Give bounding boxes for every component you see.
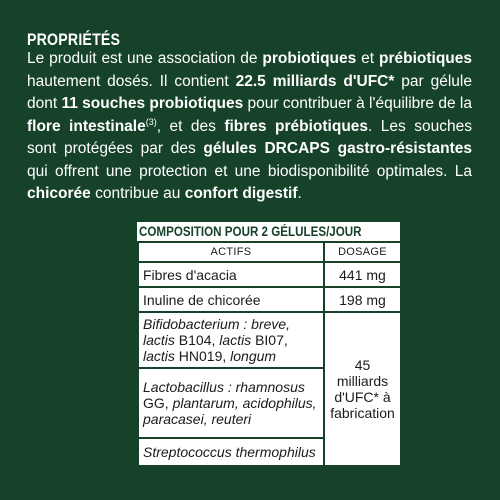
strain-cell-lactobacillus (138, 368, 324, 438)
paragraph-segment: fibres prébiotiques (224, 117, 369, 135)
paragraph-segment: probiotiques (262, 50, 357, 67)
table-row (138, 287, 401, 312)
paragraph-segment: gélules DRCAPS gastro-résistantes (203, 140, 473, 157)
dosage-cell: 198 mg (324, 287, 401, 312)
paragraph-segment: hautement dosés. Il contient (27, 72, 236, 90)
merged-dosage-cell (324, 312, 401, 466)
header-dosage: DOSAGE (324, 242, 401, 262)
paragraph-segment: Le produit est une association de (27, 50, 263, 67)
strain-segment: BI07, (251, 332, 288, 348)
paragraph-segment: 11 souches probiotiques (61, 95, 244, 112)
paragraph-segment: qui offrent une protection et une biodisponibilité optimales. La (27, 162, 472, 180)
composition-title: COMPOSITION POUR 2 GÉLULES/JOUR (137, 222, 400, 242)
merged-dosage-line: milliards (336, 373, 389, 389)
strain-segment: Bifidobacterium : breve, lactis (143, 316, 291, 348)
strain-segment: rhamnosus (235, 379, 305, 395)
paragraph-segment: 22.5 milliards d'UFC* (235, 72, 395, 90)
strain-cell-streptococcus (138, 438, 324, 466)
header-actifs: ACTIFS (138, 242, 324, 262)
strain-segment: B104, (174, 332, 220, 348)
table-row (138, 312, 401, 368)
table-header-row (138, 242, 401, 262)
actif-cell: Inuline de chicorée (138, 287, 324, 312)
strain-segment: lactis (143, 348, 175, 364)
actif-cell: Fibres d'acacia (138, 262, 324, 287)
strain-cell-bifidobacterium (138, 312, 324, 368)
strain-segment: GG, (143, 395, 173, 411)
properties-title: PROPRIÉTÉS (27, 31, 121, 49)
paragraph-segment: , et des (156, 117, 225, 135)
paragraph-segment: confort digestif (184, 185, 298, 202)
paragraph-segment: . Les souches sont protégées par des (27, 117, 472, 157)
merged-dosage-line: fabrication (330, 405, 395, 421)
paragraph-segment: pour contribuer à l'équilibre de la (243, 95, 472, 112)
paragraph-segment: par gélule dont (27, 72, 472, 112)
strain-segment: longum (230, 348, 277, 364)
strain-segment: Lactobacillus : (143, 379, 236, 395)
paragraph-segment: chicorée (27, 185, 91, 202)
strain-segment: plantarum, acidophilus, paracasei, reuteri (143, 395, 317, 427)
table-row (138, 262, 401, 287)
composition-table (137, 241, 402, 467)
dosage-cell: 441 mg (324, 262, 401, 287)
paragraph-segment: prébiotiques (379, 50, 473, 67)
merged-dosage-line: d'UFC* à (334, 389, 391, 405)
paragraph-segment: et (356, 50, 379, 67)
strain-segment: lactis (219, 332, 252, 348)
paragraph-segment: contribue au (90, 185, 185, 202)
strain-segment: HN019, (174, 348, 231, 364)
merged-dosage-line: 45 (354, 357, 371, 373)
paragraph-segment: . (297, 185, 302, 202)
strain-segment: Streptococcus thermophilus (143, 444, 316, 460)
paragraph-segment: flore intestinale (27, 117, 146, 135)
properties-paragraph (27, 48, 472, 206)
paragraph-segment: (3) (145, 116, 157, 127)
